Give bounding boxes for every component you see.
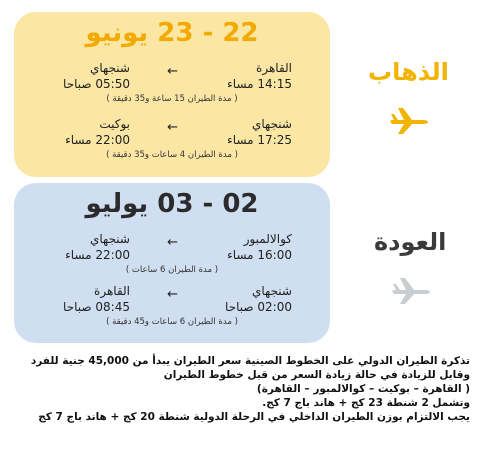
departure-city: شنجهاي — [251, 117, 292, 131]
outbound-date: 22 - 23 يونيو — [85, 18, 259, 48]
arrival-city: القاهرة — [94, 284, 130, 298]
arrival-time: 22:00 مساء — [65, 248, 130, 262]
arrow-left-icon: ← — [167, 287, 178, 302]
flight-duration: ( مدة الطيران 15 ساعة و35 دقيقة ) — [106, 94, 238, 104]
leg-arrival — [65, 116, 130, 148]
leg-arrival — [63, 60, 130, 92]
arrival-city: بوكيت — [99, 117, 130, 131]
departure-time: 14:15 مساء — [227, 77, 292, 91]
departure-city: كوالالمبور — [243, 232, 292, 246]
outbound-card — [14, 12, 330, 177]
departure-city: شنجهاي — [251, 284, 292, 298]
ticket-notes — [8, 354, 470, 424]
airplane-icon — [392, 274, 432, 306]
note-line: تذكرة الطيران الدولي على الخطوط الصينية سعر الطيران يبدأ من 45,000 جنية للفرد — [30, 355, 470, 367]
leg-arrival — [65, 231, 130, 263]
leg-arrival — [63, 283, 130, 315]
departure-time: 16:00 مساء — [227, 248, 292, 262]
note-line: ( القاهرة – بوكيت – كوالالمبور – القاهرة) — [256, 383, 470, 395]
note-line: وتشمل 2 شنطة 23 كج + هاند باج 7 كج. — [262, 397, 470, 409]
outbound-leg-2 — [14, 116, 330, 170]
outbound-section-title: الذهاب — [368, 58, 449, 86]
departure-time: 17:25 مساء — [227, 133, 292, 147]
return-leg-2 — [14, 283, 330, 337]
return-section-title: العودة — [374, 228, 447, 256]
flight-duration: ( مدة الطيران 4 ساعات و35 دقيقة ) — [106, 150, 238, 160]
return-leg-1 — [14, 231, 330, 285]
arrival-city: شنجهاي — [89, 232, 130, 246]
arrival-time: 05:50 صباحا — [63, 77, 130, 91]
note-line: وقابل للزيادة في حالة زيادة السعر من قبل خطوط الطيران — [163, 369, 470, 381]
return-date: 02 - 03 يوليو — [85, 189, 259, 219]
note-line: يجب الالتزام بوزن الطيران الداخلي في الرحلة الدولية شنطة 20 كج + هاند باج 7 كج — [38, 411, 470, 423]
arrow-left-icon: ← — [167, 64, 178, 79]
departure-time: 02:00 صباحا — [225, 300, 292, 314]
leg-departure — [225, 283, 292, 315]
flight-duration: ( مدة الطيران 6 ساعات ) — [125, 265, 219, 275]
departure-city: القاهرة — [256, 61, 292, 75]
arrival-time: 22:00 مساء — [65, 133, 130, 147]
flight-duration: ( مدة الطيران 6 ساعات و45 دقيقة ) — [106, 317, 238, 327]
arrow-left-icon: ← — [167, 120, 178, 135]
leg-departure — [227, 116, 292, 148]
airplane-icon — [390, 104, 430, 136]
leg-departure — [227, 231, 292, 263]
leg-departure — [227, 60, 292, 92]
arrow-left-icon: ← — [167, 235, 178, 250]
arrival-time: 08:45 صباحا — [63, 300, 130, 314]
return-card — [14, 183, 330, 343]
outbound-leg-1 — [14, 60, 330, 114]
arrival-city: شنجهاي — [89, 61, 130, 75]
